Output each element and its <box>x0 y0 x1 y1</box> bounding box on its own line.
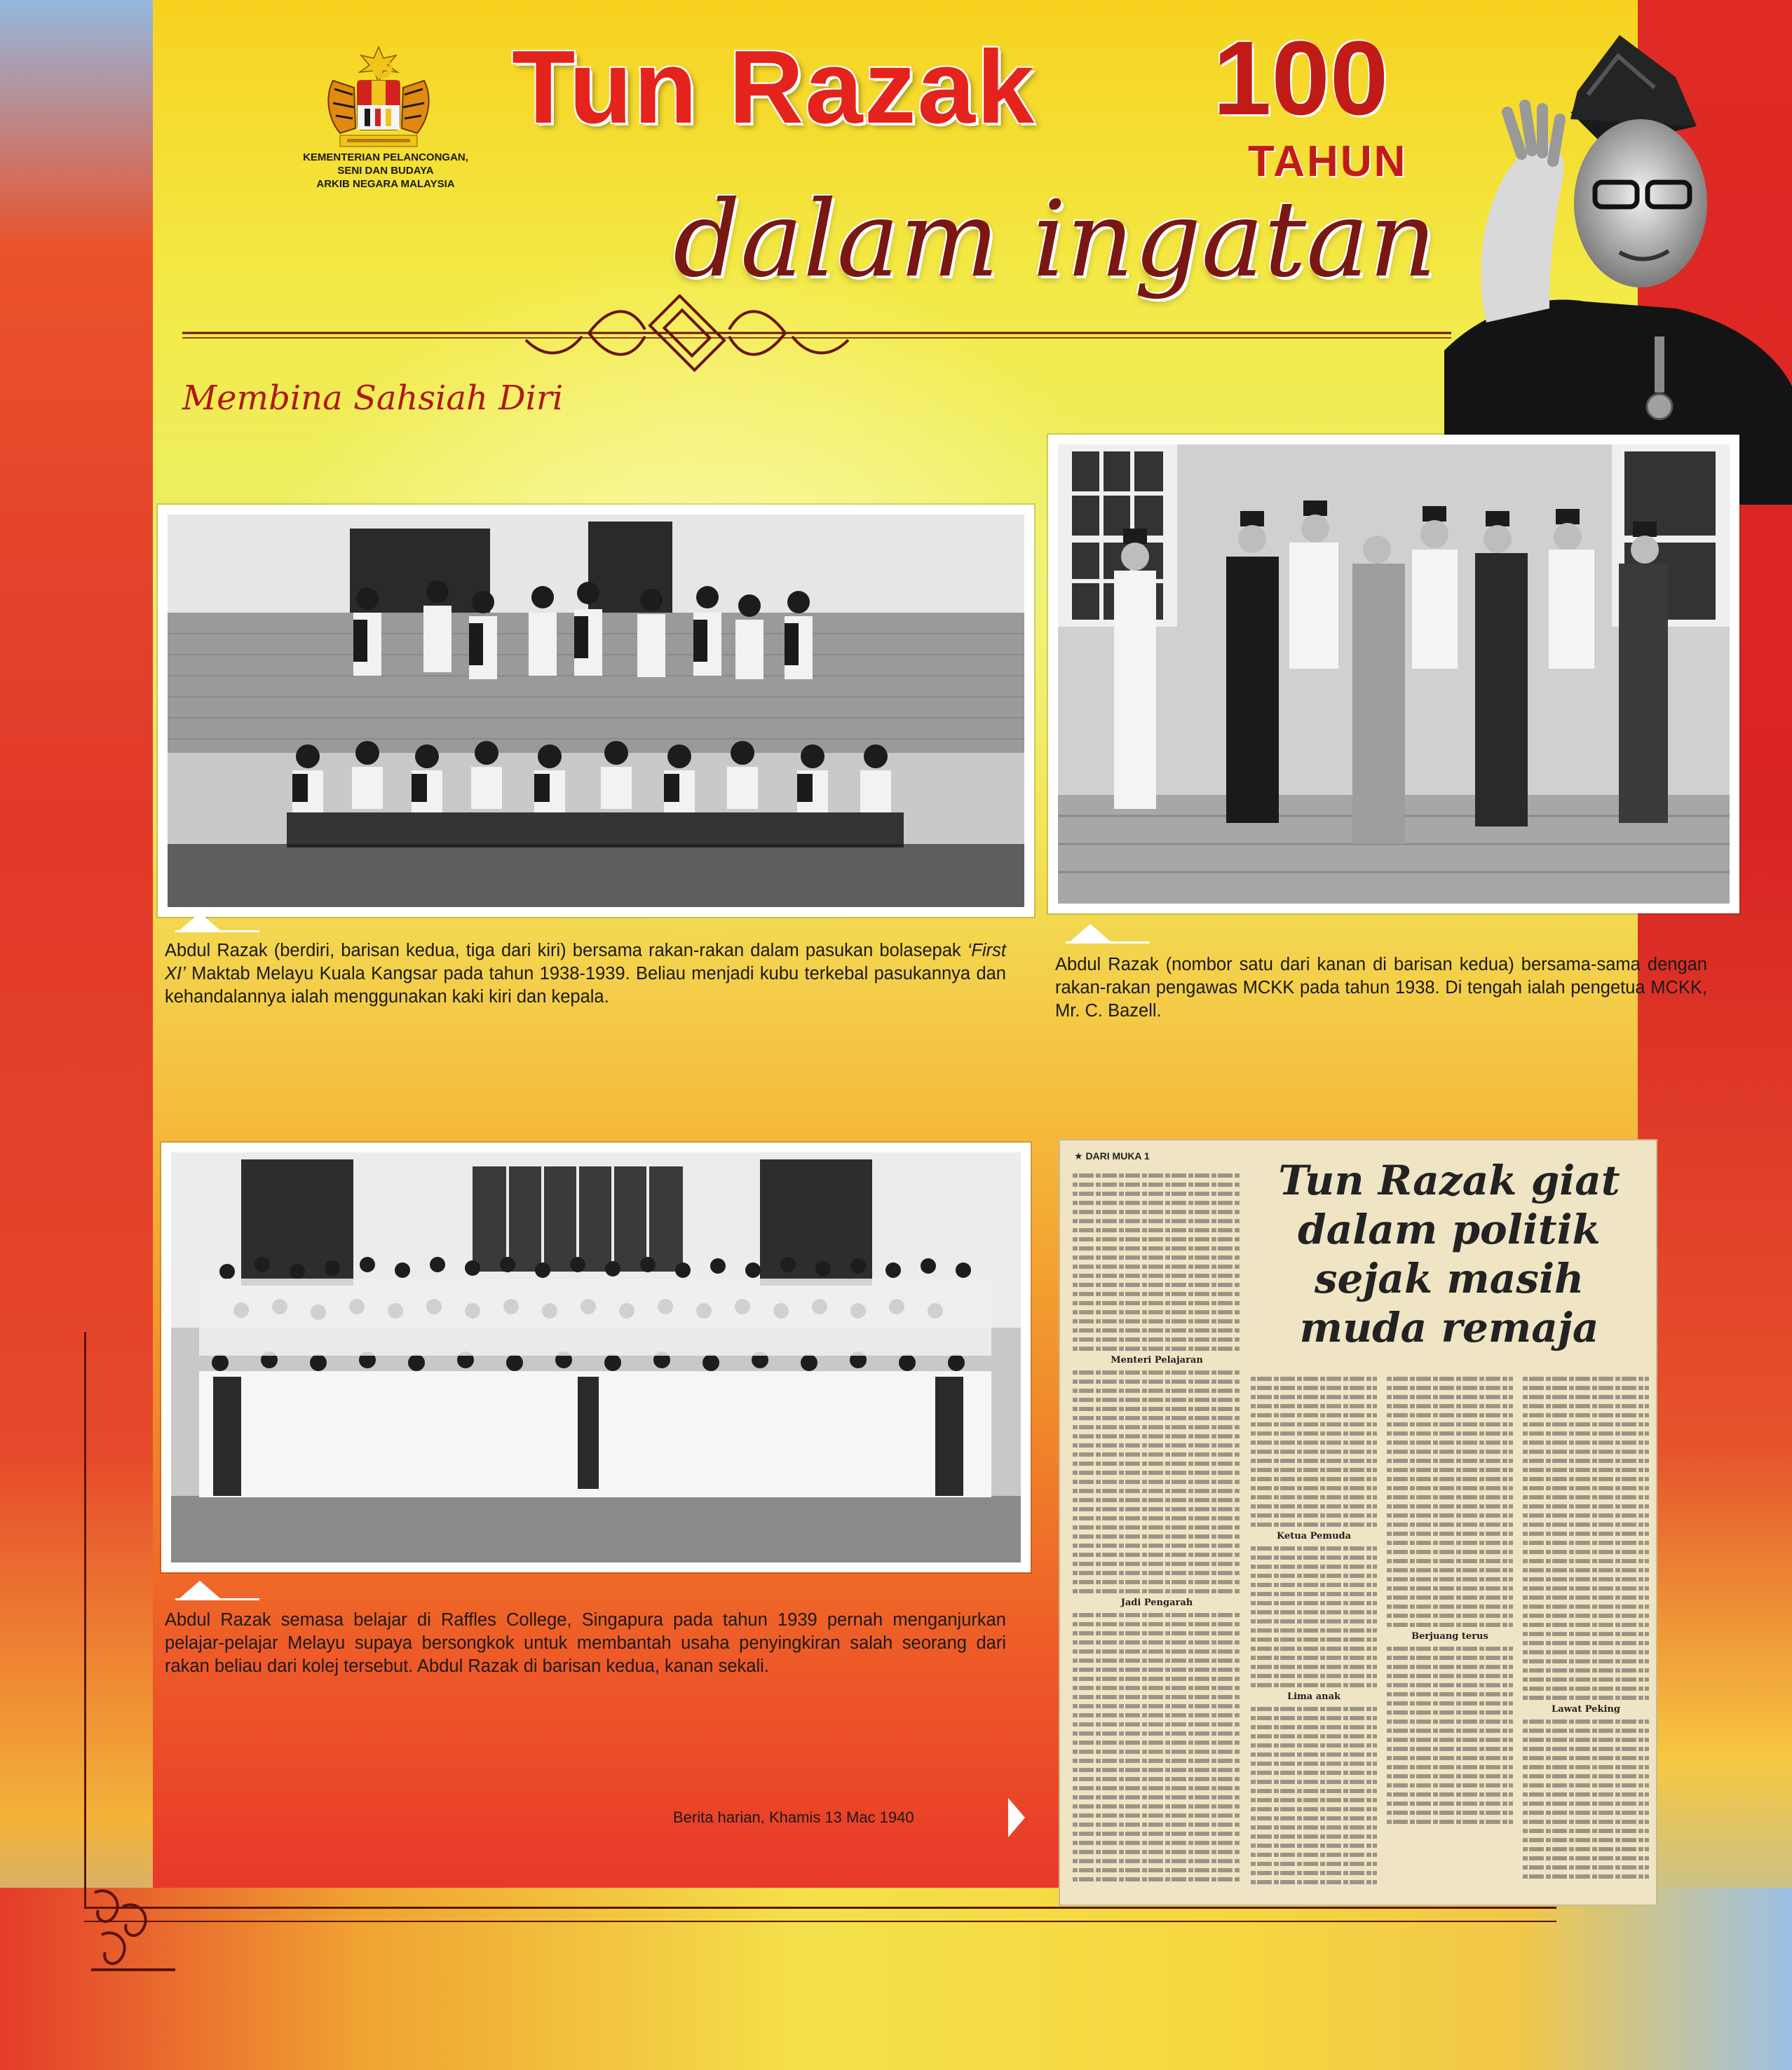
centenary-number: 100 <box>1213 19 1389 137</box>
clipping-column-1 <box>1073 1169 1241 1898</box>
frame-line <box>84 1332 86 1907</box>
ministry-name <box>294 151 477 191</box>
caption-marker-line <box>1066 941 1150 944</box>
page-title: Tun Razak <box>512 29 1036 145</box>
arrow-right-icon <box>1008 1798 1025 1837</box>
subtitle: dalam ingatan <box>673 179 1437 301</box>
caption-marker-line <box>175 930 259 932</box>
left-edge-band <box>0 0 153 2070</box>
clipping-column-3 <box>1387 1372 1513 1898</box>
corner-ornament-icon <box>81 1879 186 1984</box>
newspaper-clipping <box>1059 1139 1657 1906</box>
caption-marker-icon <box>1069 924 1111 942</box>
photo-prefects <box>1048 435 1739 913</box>
caption-marker-icon <box>179 1581 221 1599</box>
caption-text: Maktab Melayu Kuala Kangsar pada tahun 1938-1939. Beliau menjadi kubu terkebal pasukannya dan kehandalannya ialah menggunakan kaki kiri dan kepala. <box>165 964 1006 1007</box>
ornament-divider-icon <box>154 294 1486 386</box>
portrait-image <box>1444 28 1792 505</box>
coat-of-arms-icon <box>319 46 438 151</box>
section-title: Membina Sahsiah Diri <box>182 379 564 418</box>
clipping-headline-line: dalam politik <box>1298 1206 1601 1253</box>
centenary-word: TAHUN <box>1248 137 1408 186</box>
bottom-band <box>0 1888 1792 2070</box>
clipping-column-4 <box>1523 1372 1649 1898</box>
caption-emphasis: ‘First XI’ <box>165 941 1006 983</box>
clipping-column-2 <box>1251 1372 1377 1898</box>
clipping-headline-line: sejak masih <box>1314 1255 1584 1302</box>
photo-football-team <box>158 505 1034 917</box>
caption-marker-icon <box>179 913 221 931</box>
caption-raffles: Abdul Razak semasa belajar di Raffles College, Singapura pada tahun 1939 pernah menganjurkan pelajar-pelajar Melayu supaya bersongkok untuk membantah usaha penyingkiran salah seorang dari rakan beliau dari kolej tersebut. Abdul Razak di barisan kedua, kanan sekali. <box>165 1610 1006 1676</box>
ministry-line: ARKIB NEGARA MALAYSIA <box>316 178 455 190</box>
caption-prefects: Abdul Razak (nombor satu dari kanan di barisan kedua) bersama-sama dengan rakan-rakan pengawas MCKK pada tahun 1938. Di tengah ialah pengetua MCKK, Mr. C. Bazell. <box>1055 955 1707 1021</box>
clipping-headline-line: Tun Razak giat <box>1278 1157 1620 1204</box>
clipping-subhead: Berjuang terus <box>1411 1631 1488 1642</box>
caption-text: Abdul Razak (berdiri, barisan kedua, tiga dari kiri) bersama rakan-rakan dalam pasukan bolasepak <box>165 941 968 960</box>
frame-line <box>84 1921 1556 1922</box>
clipping-headline-line: muda remaja <box>1299 1304 1599 1351</box>
ministry-line: KEMENTERIAN PELANCONGAN, <box>303 151 468 163</box>
clipping-subhead: Lima anak <box>1287 1691 1341 1702</box>
clipping-source: Berita harian, Khamis 13 Mac 1940 <box>673 1809 914 1826</box>
frame-line <box>84 1907 1556 1909</box>
ministry-line: SENI DAN BUDAYA <box>337 165 434 177</box>
caption-football <box>165 939 1006 1009</box>
clipping-subhead: Ketua Pemuda <box>1276 1531 1352 1541</box>
prefects-image <box>1058 444 1730 904</box>
clipping-kicker: ★ DARI MUKA 1 <box>1074 1150 1150 1162</box>
clipping-subhead: Lawat Peking <box>1552 1704 1620 1715</box>
raffles-college-image <box>171 1152 1021 1562</box>
clipping-headline <box>1249 1156 1649 1352</box>
football-team-image <box>168 515 1024 907</box>
caption-marker-line <box>175 1598 259 1600</box>
clipping-subhead: Menteri Pelajaran <box>1111 1355 1203 1366</box>
clipping-subhead: Jadi Pengarah <box>1120 1598 1193 1608</box>
photo-raffles-college <box>161 1143 1031 1572</box>
